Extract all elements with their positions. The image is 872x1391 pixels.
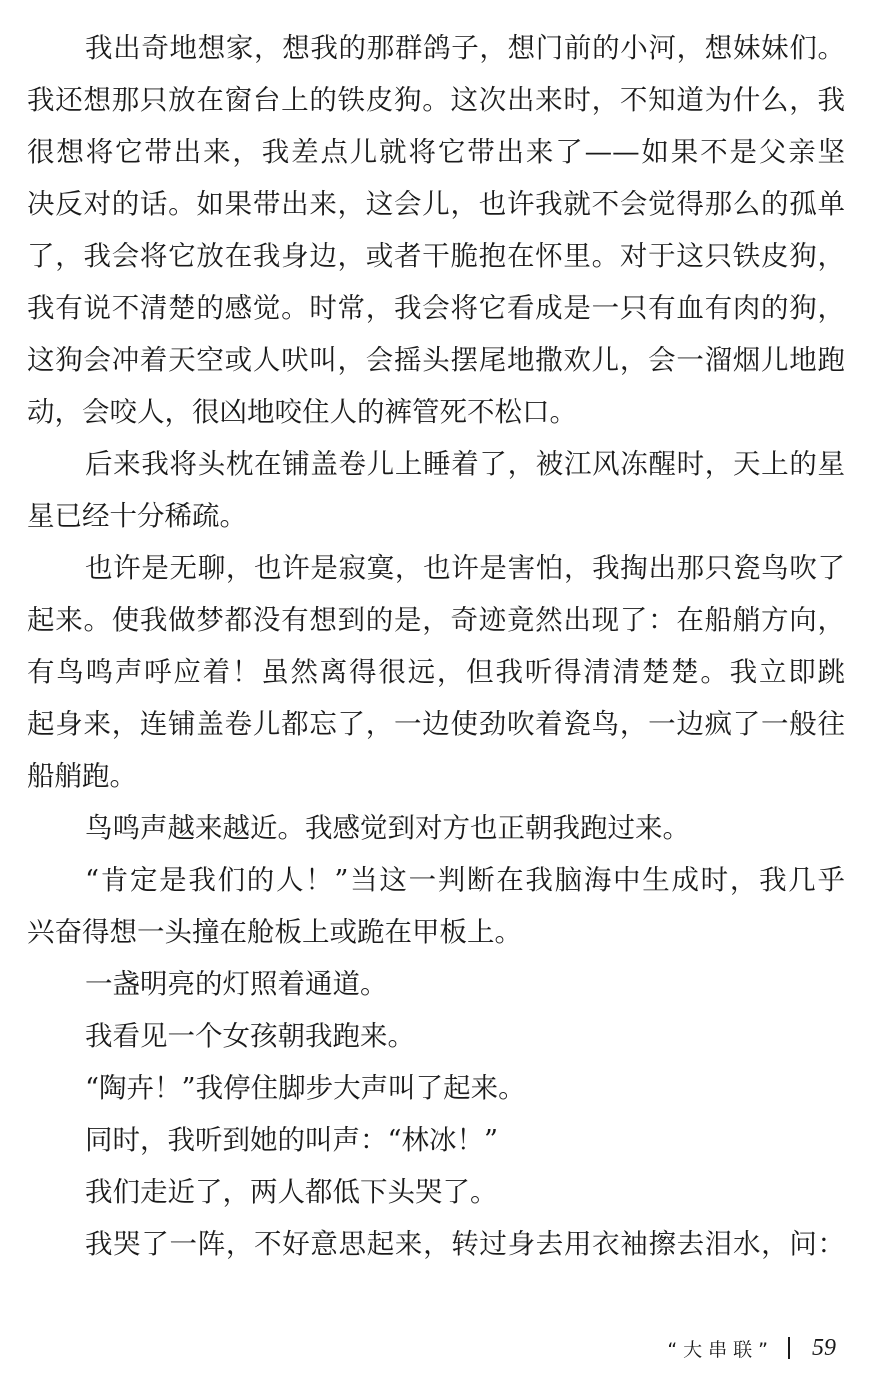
paragraph: [27, 1062, 845, 1114]
text-line: 星已经十分稀疏。: [27, 500, 247, 532]
text-line: 了，我会将它放在我身边，或者干脆抱在怀里。对于这只铁皮狗，: [27, 240, 845, 272]
paragraph: [27, 1114, 845, 1166]
page-number: 59: [812, 1334, 836, 1361]
text-line: 同时，我听到她的叫声：“林冰！”: [85, 1124, 499, 1156]
text-line: 我有说不清楚的感觉。时常，我会将它看成是一只有血有肉的狗，: [27, 292, 845, 324]
paragraph: [27, 1166, 845, 1218]
text-line: “陶卉！”我停住脚步大声叫了起来。: [85, 1072, 526, 1104]
page-footer: [667, 1330, 836, 1366]
text-line: 我出奇地想家，想我的那群鸽子，想门前的小河，想妹妹们。: [85, 32, 845, 64]
text-line: 也许是无聊，也许是寂寞，也许是害怕，我掏出那只瓷鸟吹了: [85, 552, 845, 584]
text-line: 我哭了一阵，不好意思起来，转过身去用衣袖擦去泪水，问：: [85, 1228, 845, 1260]
text-line: 我们走近了，两人都低下头哭了。: [85, 1176, 498, 1208]
footer-divider: [788, 1337, 790, 1359]
text-line: 船艄跑。: [27, 760, 137, 792]
running-title: “大串联”: [667, 1338, 774, 1361]
page-body: [27, 22, 845, 1270]
paragraph: [27, 1218, 845, 1270]
paragraph: [27, 438, 845, 542]
text-line: 动，会咬人，很凶地咬住人的裤管死不松口。: [27, 396, 577, 428]
paragraph: [27, 1010, 845, 1062]
paragraph: [27, 802, 845, 854]
paragraph: [27, 22, 845, 438]
text-line: 鸟鸣声越来越近。我感觉到对方也正朝我跑过来。: [85, 812, 690, 844]
text-line: 兴奋得想一头撞在舱板上或跪在甲板上。: [27, 916, 522, 948]
text-line: 决反对的话。如果带出来，这会儿，也许我就不会觉得那么的孤单: [27, 188, 845, 220]
text-line: 一盏明亮的灯照着通道。: [85, 968, 388, 1000]
paragraph: [27, 854, 845, 958]
text-line: 起来。使我做梦都没有想到的是，奇迹竟然出现了：在船艄方向，: [27, 604, 845, 636]
text-line: 我看见一个女孩朝我跑来。: [85, 1020, 415, 1052]
text-line: 很想将它带出来，我差点儿就将它带出来了——如果不是父亲坚: [27, 136, 845, 168]
paragraph: [27, 542, 845, 802]
paragraph: [27, 958, 845, 1010]
text-line: 后来我将头枕在铺盖卷儿上睡着了，被江风冻醒时，天上的星: [85, 448, 845, 480]
text-line: 这狗会冲着天空或人吠叫，会摇头摆尾地撒欢儿，会一溜烟儿地跑: [27, 344, 845, 376]
text-line: 我还想那只放在窗台上的铁皮狗。这次出来时，不知道为什么，我: [27, 84, 845, 116]
text-line: “肯定是我们的人！”当这一判断在我脑海中生成时，我几乎: [85, 864, 845, 896]
text-line: 起身来，连铺盖卷儿都忘了，一边使劲吹着瓷鸟，一边疯了一般往: [27, 708, 845, 740]
text-line: 有鸟鸣声呼应着！虽然离得很远，但我听得清清楚楚。我立即跳: [27, 656, 845, 688]
